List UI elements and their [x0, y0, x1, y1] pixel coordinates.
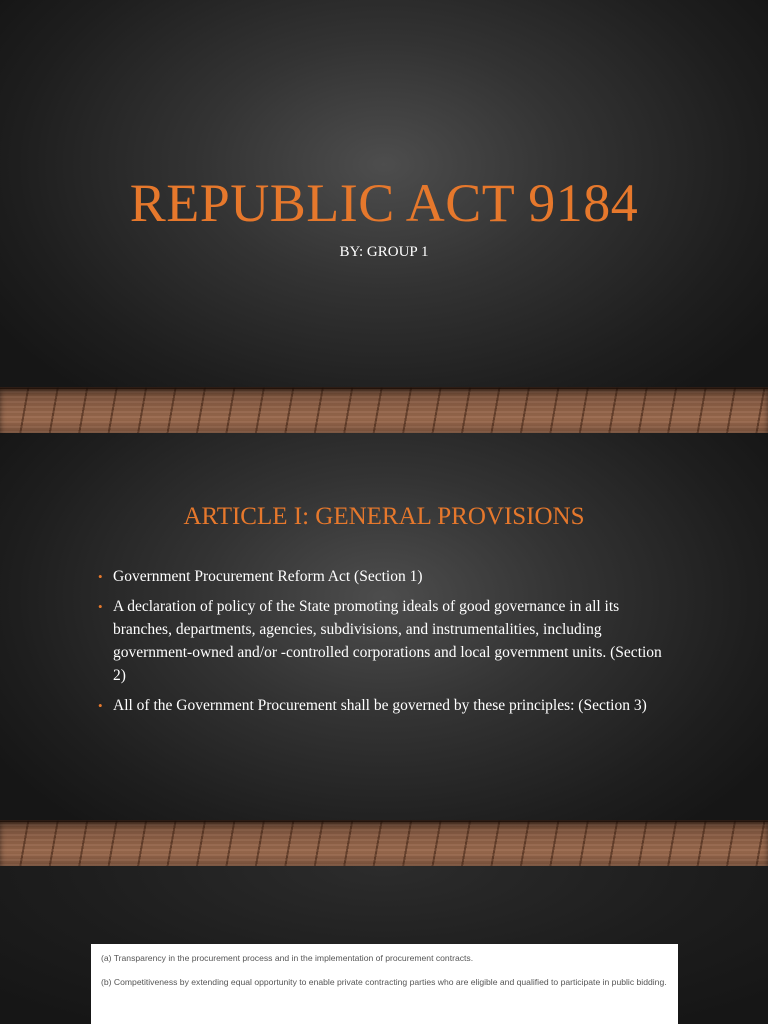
slide-principles — [0, 866, 768, 1024]
slide-general-provisions — [0, 433, 768, 866]
bullet-icon: • — [98, 599, 103, 614]
presentation-title: REPUBLIC ACT 9184 — [129, 173, 639, 233]
slide-heading: ARTICLE I: GENERAL PROVISIONS — [183, 503, 585, 530]
principles-text-box — [91, 944, 678, 1024]
bullet-text: Government Procurement Reform Act (Section 1) — [113, 568, 423, 585]
bullet-text: All of the Government Procurement shall be governed by these principles: (Section 3) — [113, 697, 647, 714]
bullet-list — [98, 565, 678, 724]
presentation-subtitle: BY: GROUP 1 — [339, 244, 429, 260]
bullet-item — [98, 595, 678, 687]
principle-item: (b) Competitiveness by extending equal opportunity to enable private contracting parties who are eligible and qualified to participate in public bidding. — [101, 977, 667, 987]
bullet-icon: • — [98, 698, 103, 713]
bullet-item — [98, 694, 678, 717]
wood-floor-decoration — [0, 820, 768, 866]
bullet-item — [98, 565, 678, 588]
principle-item: (a) Transparency in the procurement process and in the implementation of procurement contracts. — [101, 953, 474, 963]
bullet-icon: • — [98, 569, 103, 584]
wood-floor-decoration — [0, 387, 768, 433]
bullet-text: A declaration of policy of the State promoting ideals of good governance in all its branches, departments, agencies, subdivisions, and instrumentalities, including government-owned and/or -controlled corporations and local government units. (Section 2) — [113, 598, 662, 684]
slide-title — [0, 0, 768, 433]
